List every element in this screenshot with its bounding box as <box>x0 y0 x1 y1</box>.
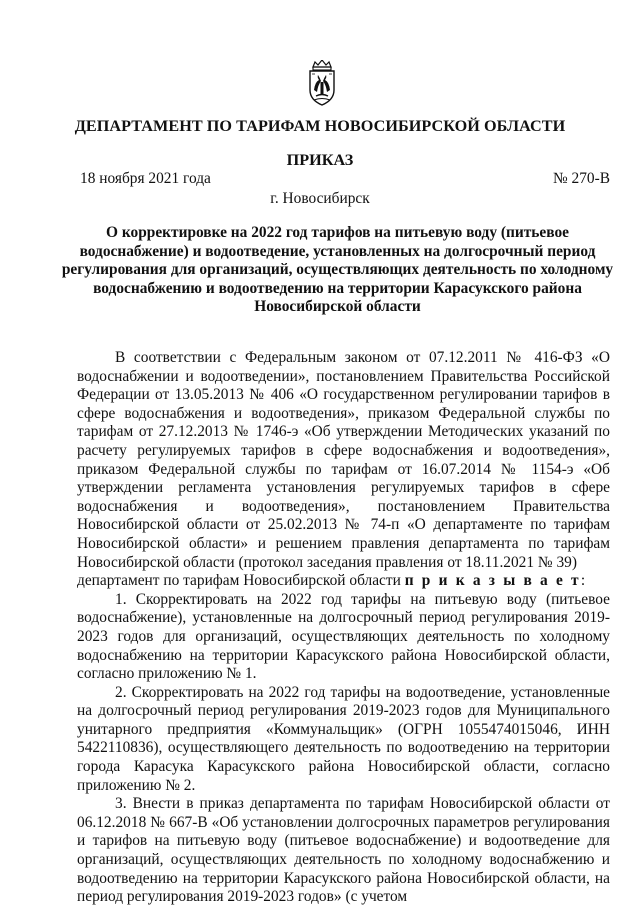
order-date: 18 ноября 2021 года <box>80 170 211 187</box>
order-line <box>77 572 610 591</box>
document-type: ПРИКАЗ <box>286 151 354 169</box>
order-item-1: 1. Скорректировать на 2022 год тарифы на питьевую воду (питьевое водоснабжение), установленные на долгосрочный период регулирования 2019-2023 годов для организаций, осуществляющих деятельность по холодному водоснабжению на территории Карасукского района Новосибирской области, согласно приложению № 1. <box>77 590 610 683</box>
order-verb: п р и к а з ы в а е т <box>404 572 581 590</box>
order-line-suffix: : <box>580 572 586 590</box>
order-subject: О корректировке на 2022 год тарифов на питьевую воду (питьевое водоснабжение) и водоотведение, установленных на долгосрочный период регулирования для организаций, осуществляющих деятельность по холодному водоснабжению и водоотведению на территории Карасукского района Новосибирской области <box>61 224 614 315</box>
order-item-2: 2. Скорректировать на 2022 год тарифы на водоотведение, установленные на долгосрочный период регулирования 2019-2023 годов для Муниципального унитарного предприятия «Коммунальщик» (ОГРН 1055474015046, ИНН 5422110836), осуществляющего деятельность по водоотведению на территории города Карасука Карасукского района Новосибирской области, согласно приложению № 2. <box>77 683 610 794</box>
order-body <box>77 349 610 907</box>
coat-of-arms-icon <box>302 60 342 108</box>
preamble-paragraph: В соответствии с Федеральным законом от 07.12.2011 № 416-ФЗ «О водоснабжении и водоотведении», постановлением Правительства Российской Федерации от 13.05.2013 № 406 «О государственном регулировании тарифов в сфере водоснабжения и водоотведения», приказом Федеральной службы по тарифам от 27.12.2013 № 1746-э «Об утверждении Методических указаний по расчету регулируемых тарифов в сфере водоснабжения и водоотведения», приказом Федеральной службы по тарифам от 16.07.2014 № 1154-э «Об утверждении регламента установления регулируемых тарифов в сфере водоснабжения и водоотведения», постановлением Правительства Новосибирской области от 25.02.2013 № 74-п «О департаменте по тарифам Новосибирской области» и решением правления департамента по тарифам Новосибирской области (протокол заседания правления от 18.11.2021 № 39) <box>77 349 610 571</box>
order-line-prefix: департамент по тарифам Новосибирской области <box>77 572 405 590</box>
department-name: ДЕПАРТАМЕНТ ПО ТАРИФАМ НОВОСИБИРСКОЙ ОБЛАСТИ <box>74 117 566 135</box>
order-city: г. Новосибирск <box>270 190 370 207</box>
order-number: № 270-В <box>552 170 610 187</box>
order-item-3: 3. Внести в приказ департамента по тарифам Новосибирской области от 06.12.2018 № 667-В «Об установлении долгосрочных параметров регулирования и тарифов на питьевую воду (питьевое водоснабжение) и водоотведение для организаций, осуществляющих деятельность по холодному водоснабжению и водоотведению на территории Карасукского района Новосибирской области, на период регулирования 2019-2023 годов» (с учетом <box>77 795 610 906</box>
